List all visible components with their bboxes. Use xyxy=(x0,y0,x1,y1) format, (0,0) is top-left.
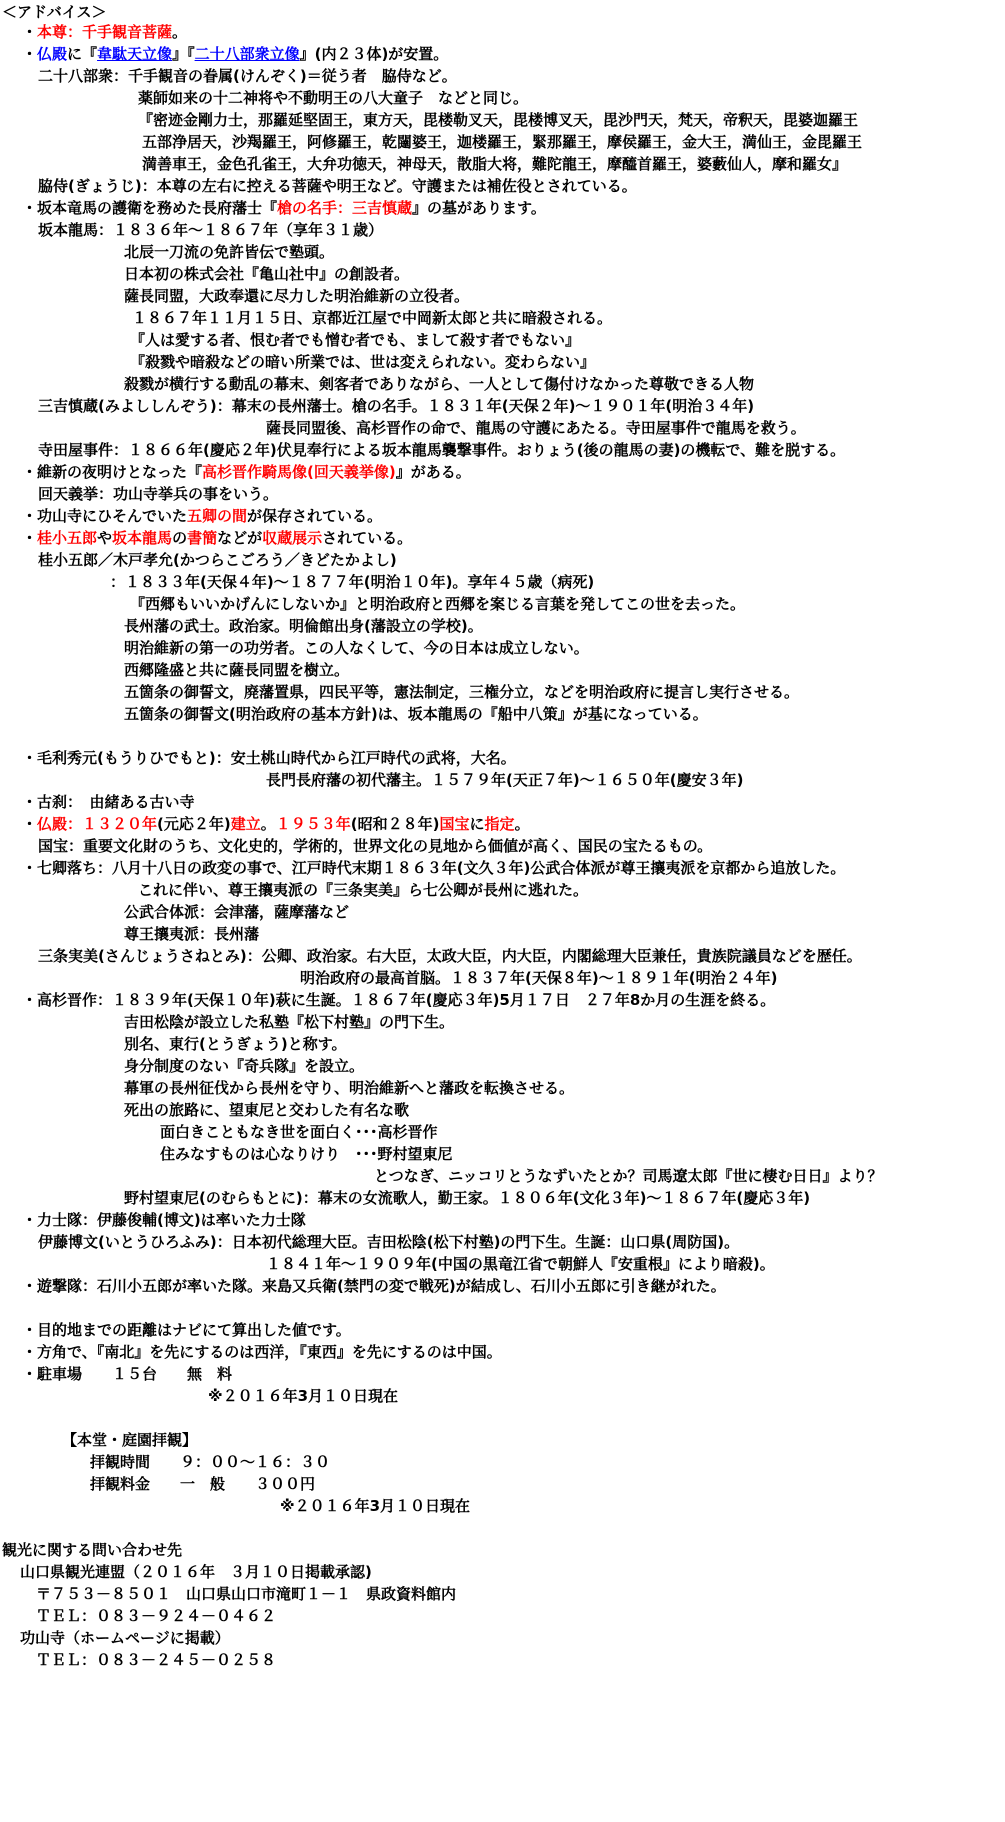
ito-line: １８４１年～１９０９年(中国の黒竜江省で朝鮮人『安重根』により暗殺)。 xyxy=(266,1255,775,1273)
shokan-line xyxy=(22,528,412,548)
yugeki-line: ・遊撃隊：石川小五郎が率いた隊。来島又兵衛(禁門の変で戦死)が結成し、石川小五郎に引き継がれた。 xyxy=(22,1277,726,1295)
nijuhachi-line: 満善車王，金色孔雀王，大弁功徳天，神母天，散脂大将，難陀龍王，摩醯首羅王，婆藪仙人，摩和羅女』 xyxy=(142,155,848,173)
text: などが xyxy=(217,529,263,547)
rikishi-line: ・力士隊：伊藤俊輔(博文)は率いた力士隊 xyxy=(22,1211,306,1229)
nijuhachi-link[interactable]: 二十八部衆立像 xyxy=(194,45,300,63)
note-line: ・目的地までの距離はナビにて算出した値です。 xyxy=(22,1321,351,1339)
katsura-line: ：１８３３年(天保４年)～１８７７年(明治１０年)。享年４５歳（病死) xyxy=(110,573,595,591)
gokyo-highlight: 五卿の間 xyxy=(187,507,248,525)
katsura-line: 桂小五郎／木戸孝允(かつらこごろう／きどたかよし) xyxy=(38,551,397,569)
teradaya-line: 寺田屋事件：１８６６年(慶応２年)伏見奉行による坂本龍馬襲撃事件。おりょう(後の龍馬の妻)の機転で、難を脱する。 xyxy=(38,441,846,459)
shokan-highlight: 書簡 xyxy=(187,529,218,547)
miyoshi-line: 薩長同盟後、高杉晋作の命で、龍馬の守護にあたる。寺田屋事件で龍馬を救う。 xyxy=(266,419,806,437)
nagafu-line xyxy=(22,198,546,218)
text: 』(内２３体)が安置。 xyxy=(299,45,449,63)
honzon-label: 本尊：千手観音菩薩 xyxy=(37,23,173,41)
ishin-line xyxy=(22,462,471,482)
parking-line: ・駐車場 １５台 無 料 xyxy=(22,1365,233,1383)
text: (元応２年) xyxy=(157,815,231,833)
bullet: ・ xyxy=(22,529,38,547)
kokuho-highlight: １９５３年 xyxy=(275,815,351,833)
text: 。 xyxy=(260,815,276,833)
contact-tel: ＴＥＬ：０８３－９２４－０４６２ xyxy=(36,1607,277,1625)
nijuhachi-line: 五部浄居天，沙羯羅王，阿修羅王，乾闥婆王，迦楼羅王，緊那羅王，摩侯羅王，金大王，満仙王，金毘羅王 xyxy=(142,133,863,151)
takasugi-line: 別名、東行(とうぎょう)と称す。 xyxy=(124,1035,347,1053)
contact-org: 山口県観光連盟（２０１６年 ３月１０日掲載承認) xyxy=(20,1563,372,1581)
hondo-fee: 拝観料金 一 般 ３００円 xyxy=(90,1475,316,1493)
page-title: ＜アドバイス＞ xyxy=(2,3,107,21)
shichikyo-line: 尊王攘夷派：長州藩 xyxy=(124,925,260,943)
butsuden-label: 仏殿 xyxy=(37,45,68,63)
text: 』がある。 xyxy=(395,463,471,481)
text: に xyxy=(469,815,485,833)
kosatsu-line: ・古刹： 由緒ある古い寺 xyxy=(22,793,195,811)
ryoma-line: 『人は愛する者、恨む者でも憎む者でも、まして殺す者でもない』 xyxy=(130,331,581,349)
takasugi-line: ・高杉晋作：１８３９年(天保１０年)萩に生誕。１８６７年(慶応３年)5月１７日 ２７年8か月の生涯を終る。 xyxy=(22,991,776,1009)
bullet: ・ xyxy=(22,815,38,833)
note-line: ・方角で、『南北』を先にするのは西洋，『東西』を先にするのは中国。 xyxy=(22,1343,502,1361)
hondo-time: 拝観時間 ９：００～１６：３０ xyxy=(90,1453,331,1471)
shichikyo-line: これに伴い、尊王攘夷派の『三条実美』ら七公卿が長州に逃れた。 xyxy=(138,881,589,899)
ryoma-line: 殺戮が横行する動乱の幕末、剣客者でありながら、一人として傷付けなかった尊敬できる人物 xyxy=(124,375,755,393)
ito-line: 伊藤博文(いとうひろふみ)：日本初代総理大臣。吉田松陰(松下村塾)の門下生。生誕：山口県(周防国)。 xyxy=(38,1233,740,1251)
text: ・功山寺にひそんでいた xyxy=(22,507,188,525)
parking-date: ※２０１６年3月１０日現在 xyxy=(208,1387,399,1405)
shiba-line: とつなぎ、ニッコリとうなずいたとか？司馬遼太郎『世に棲む日日』より？ xyxy=(374,1167,883,1185)
poem-line: 面白きこともなき世を面白く･･･高杉晋作 xyxy=(160,1123,438,1141)
kaiten-line: 回天義挙：功山寺挙兵の事をいう。 xyxy=(38,485,279,503)
honzon-line xyxy=(22,22,187,42)
ryoma-line: 日本初の株式会社『亀山社中』の創設者。 xyxy=(124,265,410,283)
hondo-heading: 【本堂・庭園拝観】 xyxy=(62,1431,198,1449)
katsura-line: 『西郷もいいかげんにしないか』と明治政府と西郷を案じる言葉を発してこの世を去った。 xyxy=(130,595,746,613)
katsura-line: 明治維新の第一の功労者。この人なくして、今の日本は成立しない。 xyxy=(124,639,589,657)
kokuho-highlight: 国宝 xyxy=(439,815,470,833)
hondo-date: ※２０１６年3月１０日現在 xyxy=(280,1497,471,1515)
contact-org: 功山寺（ホームページに掲載） xyxy=(20,1629,230,1647)
katsura-line: 五箇条の御誓文，廃藩置県，四民平等，憲法制定，三権分立，などを明治政府に提言し実行させる。 xyxy=(124,683,800,701)
ryoma-line: 坂本龍馬：１８３６年～１８６７年（享年３１歳） xyxy=(38,221,384,239)
nomura-line: 野村望東尼(のむらもとに)：幕末の女流歌人，勤王家。１８０６年(文化３年)～１８６７年(慶応３年) xyxy=(124,1189,811,1207)
takasugi-line: 吉田松陰が設立した私塾『松下村塾』の門下生。 xyxy=(124,1013,455,1031)
mori-line: ・毛利秀元(もうりひでもと)：安土桃山時代から江戸時代の武将，大名。 xyxy=(22,749,516,767)
kokuho-highlight: 仏殿：１３２０年 xyxy=(37,815,158,833)
text: が保存されている。 xyxy=(247,507,383,525)
kokuho-highlight: 建立 xyxy=(230,815,261,833)
mori-line: 長門長府藩の初代藩主。１５７９年(天正７年)～１６５０年(慶安３年) xyxy=(266,771,744,789)
takasugi-line: 幕軍の長州征伐から長州を守り、明治維新へと藩政を転換させる。 xyxy=(124,1079,575,1097)
idaten-link[interactable]: 韋駄天立像 xyxy=(97,45,173,63)
ryoma-line: 北辰一刀流の免許皆伝で塾頭。 xyxy=(124,243,335,261)
tenji-highlight: 収蔵展示 xyxy=(262,529,323,547)
text: ・維新の夜明けとなった『 xyxy=(22,463,203,481)
nijuhachi-line: 二十八部衆：千手観音の眷属(けんぞく)＝従う者 脇侍など。 xyxy=(38,67,457,85)
contact-tel: ＴＥＬ：０８３－２４５－０２５８ xyxy=(36,1651,277,1669)
poem-line: 住みなすものは心なりけり ･･･野村望東尼 xyxy=(160,1145,453,1163)
text: 』『 xyxy=(172,45,195,63)
ryoma-line: １８６７年１１月１５日、京都近江屋で中岡新太郎と共に暗殺される。 xyxy=(132,309,613,327)
text: の xyxy=(172,529,188,547)
katsura-line: 五箇条の御誓文(明治政府の基本方針)は、坂本龍馬の『船中八策』が基になっている。 xyxy=(124,705,708,723)
text: ・坂本竜馬の護衛を務めた長府藩士『 xyxy=(22,199,278,217)
ryoma-line: 『殺戮や暗殺などの暗い所業では、世は変えられない。変わらない』 xyxy=(130,353,596,371)
period: 。 xyxy=(172,23,188,41)
sanjo-line: 明治政府の最高首脳。１８３７年(天保８年)～１８９１年(明治２４年) xyxy=(300,969,778,987)
kokuho-highlight: 指定 xyxy=(484,815,515,833)
miyoshi-highlight: 槍の名手：三吉慎蔵 xyxy=(277,199,413,217)
gokyo-line xyxy=(22,506,382,526)
kokuho-line xyxy=(22,814,530,834)
text: や xyxy=(97,529,113,547)
butsuden-line xyxy=(22,44,448,64)
bullet: ・ xyxy=(22,23,38,41)
takasugi-line: 身分制度のない『奇兵隊』を設立。 xyxy=(124,1057,365,1075)
text: に『 xyxy=(67,45,98,63)
sanjo-line: 三条実美(さんじょうさねとみ)：公卿、政治家。右大臣，太政大臣，内大臣，内閣総理大臣兼任，貴族院議員などを歴任。 xyxy=(38,947,862,965)
shichikyo-line: 公武合体派：会津藩，薩摩藩など xyxy=(124,903,350,921)
ryoma-line: 薩長同盟，大政奉還に尽力した明治維新の立役者。 xyxy=(124,287,470,305)
contact-address: 〒７５３－８５０１ 山口県山口市滝町１－１ 県政資料館内 xyxy=(36,1585,457,1603)
takasugi-statue-highlight: 高杉晋作騎馬像(回天義挙像) xyxy=(202,463,396,481)
text: 。 xyxy=(514,815,530,833)
katsura-highlight: 桂小五郎 xyxy=(37,529,98,547)
katsura-line: 長州藩の武士。政治家。明倫館出身(藩設立の学校)。 xyxy=(124,617,483,635)
kyoji-line: 脇侍(ぎょうじ)：本尊の左右に控える菩薩や明王など。守護または補佐役とされている。 xyxy=(38,177,637,195)
nijuhachi-line: 薬師如来の十二神将や不動明王の八大童子 などと同じ。 xyxy=(138,89,529,107)
contact-heading: 観光に関する問い合わせ先 xyxy=(2,1541,183,1559)
ryoma-highlight: 坂本龍馬 xyxy=(112,529,173,547)
takasugi-line: 死出の旅路に、望東尼と交わした有名な歌 xyxy=(124,1101,410,1119)
katsura-line: 西郷隆盛と共に薩長同盟を樹立。 xyxy=(124,661,350,679)
shichikyo-line: ・七卿落ち：八月十八日の政変の事で、江戸時代末期１８６３年(文久３年)公武合体派が尊王攘夷派を京都から追放した。 xyxy=(22,859,846,877)
text: 』の墓があります。 xyxy=(412,199,546,217)
nijuhachi-line: 『密迹金剛力士，那羅延堅固王，東方天，毘楼勒叉天，毘楼博叉天，毘沙門天，梵天，帝釈天，毘婆迦羅王 xyxy=(138,111,859,129)
bullet: ・ xyxy=(22,45,38,63)
text: (昭和２８年) xyxy=(350,815,440,833)
miyoshi-line: 三吉慎蔵(みよししんぞう)：幕末の長州藩士。槍の名手。１８３１年(天保２年)～１９０１年(明治３４年) xyxy=(38,397,755,415)
kokuho-def-line: 国宝：重要文化財のうち、文化史的，学術的，世界文化の見地から価値が高く、国民の宝たるもの。 xyxy=(38,837,713,855)
text: されている。 xyxy=(322,529,413,547)
